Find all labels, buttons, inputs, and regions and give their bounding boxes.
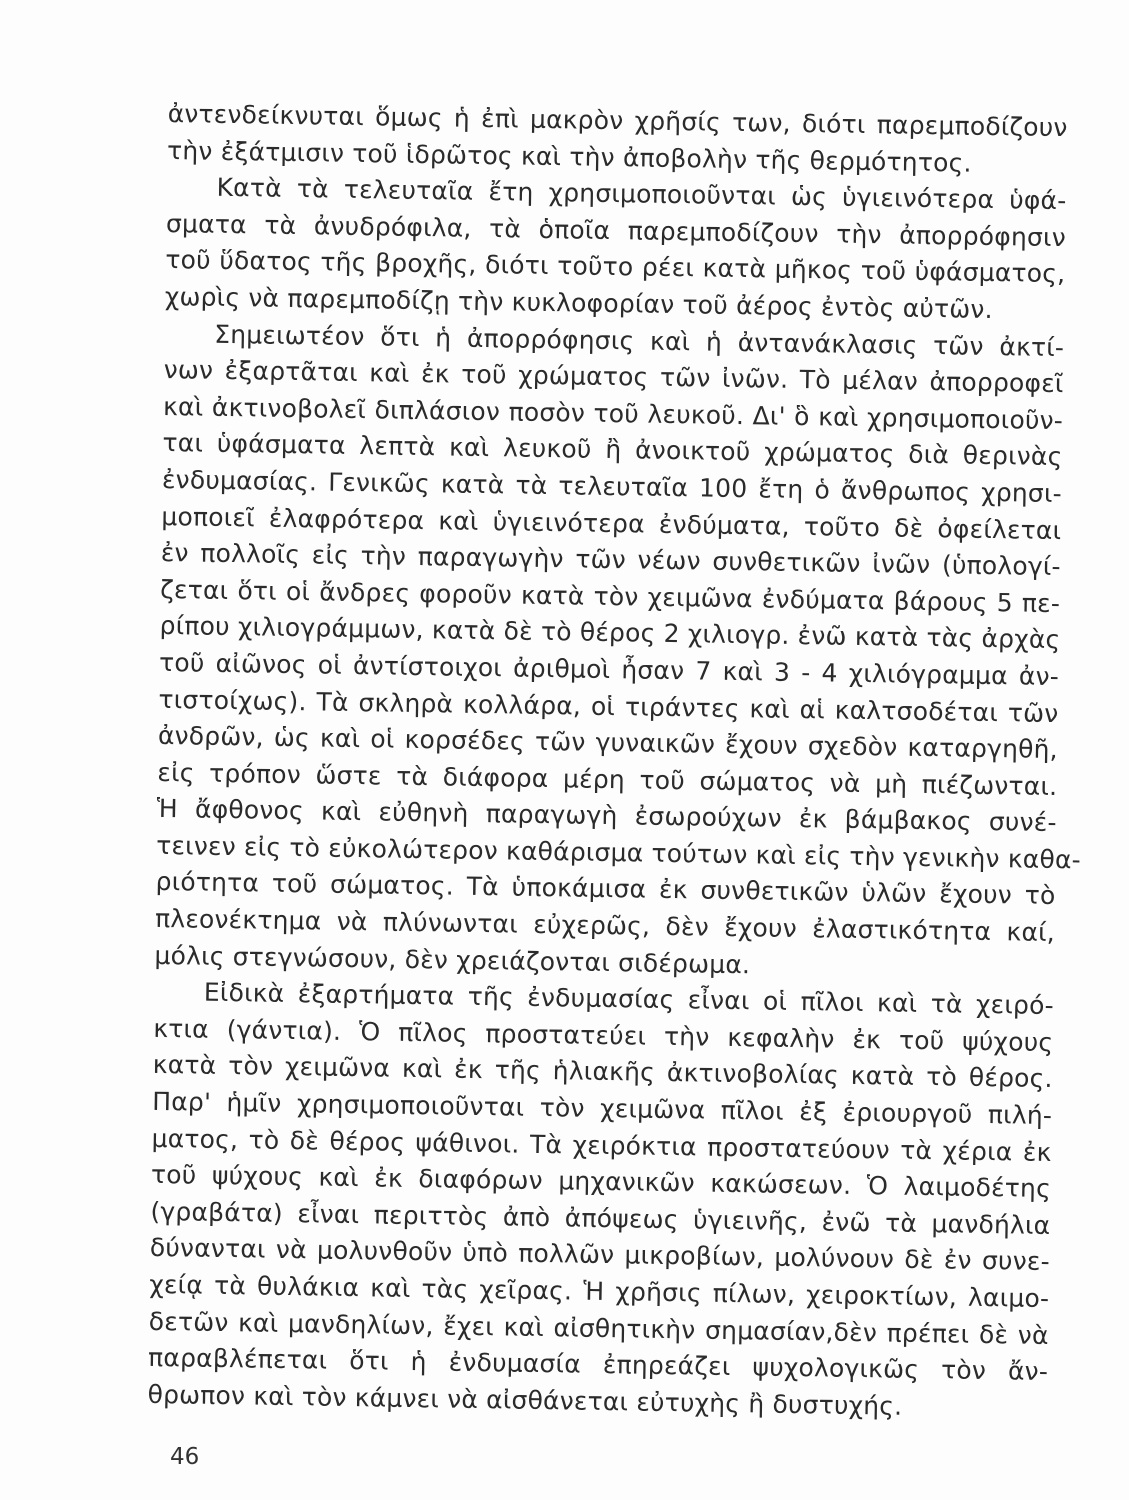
text-line: δετῶν καὶ μανδηλίων, ἔχει καὶ αἰσθητικὴν σημασίαν,δὲν πρέπει δὲ νὰ: [148, 1306, 1049, 1350]
text-line: κατὰ τὸν χειμῶνα καὶ ἐκ τῆς ἡλιακῆς ἀκτινοβολίας κατὰ τὸ θέρος.: [152, 1050, 1053, 1094]
text-line: παραβλέπεται ὅτι ἡ ἐνδυμασία ἐπηρεάζει ψυχολογικῶς τὸν ἄν-: [147, 1343, 1049, 1387]
text-line: ἐνδυμασίας. Γενικῶς κατὰ τὰ τελευταῖα 100 ἔτη ὁ ἄνθρωπος χρησι-: [161, 464, 1063, 509]
text-line: ἀνδρῶν, ὡς καὶ οἱ κορσέδες τῶν γυναικῶν ἔχουν σχεδὸν καταργηθῆ,: [157, 721, 1059, 765]
text-line: σματα τὰ ἀνυδρόφιλα, τὰ ὁποῖα παρεμποδίζουν τὴν ἀπορρόφησιν: [165, 208, 1067, 252]
text-line: Κατὰ τὰ τελευταῖα ἔτη χρησιμοποιοῦνται ὡς ὑγιεινότερα ὑφά-: [216, 172, 1067, 216]
text-line: δύνανται νὰ μολυνθοῦν ὑπὸ πολλῶν μικροβίων, μολύνουν δὲ ἐν συνε-: [149, 1233, 1051, 1277]
text-line: κτια (γάντια). Ὁ πῖλος προστατεύει τὴν κεφαλὴν ἐκ τοῦ ψύχους: [153, 1013, 1054, 1057]
text-line: καὶ ἀκτινοβολεῖ διπλάσιον ποσὸν τοῦ λευκοῦ. Δι' ὃ καὶ χρησιμοποιοῦν-: [162, 391, 1064, 435]
text-line: Ἡ ἄφθονος καὶ εὐθηνὴ παραγωγὴ ἐσωρούχων ἐκ βάμβακος συνέ-: [156, 794, 1057, 838]
text-line: ἀντενδείκνυται ὅμως ἡ ἐπὶ μακρὸν χρῆσίς των, διότι παρεμποδίζουν: [167, 98, 1068, 143]
text-line: τεινεν εἰς τὸ εὐκολώτερον καθάρισμα τούτων καὶ εἰς τὴν γενικὴν καθα-: [156, 830, 1082, 875]
text-line: τοῦ ψύχους καὶ ἐκ διαφόρων μηχανικῶν κακώσεων. Ὁ λαιμοδέτης: [150, 1160, 1052, 1204]
text-line: ματος, τὸ δὲ θέρος ψάθινοι. Τὰ χειρόκτια προστατεύουν τὰ χέρια ἐκ: [151, 1123, 1052, 1167]
text-line: χείᾳ τὰ θυλάκια καὶ τὰς χεῖρας. Ἡ χρῆσις πίλων, χειροκτίων, λαιμο-: [149, 1269, 1050, 1313]
text-line: νων ἐξαρτᾶται καὶ ἐκ τοῦ χρώματος τῶν ἰνῶν. Τὸ μέλαν ἀπορροφεῖ: [163, 355, 1064, 399]
text-line: ζεται ὅτι οἱ ἄνδρες φοροῦν κατὰ τὸν χειμῶνα ἐνδύματα βάρους 5 πε-: [160, 574, 1061, 618]
text-line: εἰς τρόπον ὥστε τὰ διάφορα μέρη τοῦ σώματος νὰ μὴ πιέζωνται.: [157, 757, 1058, 801]
text-line: τοῦ ὕδατος τῆς βροχῆς, διότι τοῦτο ρέει κατὰ μῆκος τοῦ ὑφάσματος,: [165, 245, 1066, 289]
text-line: ἐν πολλοῖς εἰς τὴν παραγωγὴν τῶν νέων συνθετικῶν ἰνῶν (ὑπολογί-: [160, 538, 1061, 582]
text-line: ται ὑφάσματα λεπτὰ καὶ λευκοῦ ἢ ἀνοικτοῦ χρώματος διὰ θερινὰς: [162, 428, 1063, 472]
text-line: Παρ' ἡμῖν χρησιμοποιοῦνται τὸν χειμῶνα πῖλοι ἐξ ἐριουργοῦ πιλή-: [151, 1086, 1053, 1131]
text-line: τιστοίχως). Τὰ σκληρὰ κολλάρα, οἱ τιράντες καὶ αἱ καλτσοδέται τῶν: [158, 684, 1059, 728]
body-text: [147, 96, 1082, 1427]
text-line: Εἰδικὰ ἐξαρτήματα τῆς ἐνδυμασίας εἶναι οἱ πῖλοι καὶ τὰ χειρό-: [203, 977, 1055, 1021]
text-line: μόλις στεγνώσουν, δὲν χρειάζονται σιδέρωμα.: [154, 940, 751, 979]
text-line: ριότητα τοῦ σώματος. Τὰ ὑποκάμισα ἐκ συνθετικῶν ὑλῶν ἔχουν τὸ: [155, 867, 1056, 911]
page-number: 46: [170, 1444, 200, 1470]
text-line: θρωπον καὶ τὸν κάμνει νὰ αἰσθάνεται εὐτυχὴς ἢ δυστυχής.: [147, 1379, 903, 1421]
text-line: Σημειωτέον ὅτι ἡ ἀπορρόφησις καὶ ἡ ἀντανάκλασις τῶν ἀκτί-: [214, 319, 1065, 362]
text-line: τοῦ αἰῶνος οἱ ἀντίστοιχοι ἀριθμοὶ ἦσαν 7 καὶ 3 - 4 χιλιόγραμμα ἀν-: [158, 647, 1060, 691]
text-line: (γραβάτα) εἶναι περιττὸς ἀπὸ ἀπόψεως ὑγιεινῆς, ἐνῶ τὰ μανδήλια: [150, 1196, 1051, 1240]
text-line: πλεονέκτημα νὰ πλύνωνται εὐχερῶς, δὲν ἔχουν ἐλαστικότητα καί,: [154, 903, 1056, 948]
text-line: χωρὶς νὰ παρεμποδίζῃ τὴν κυκλοφορίαν τοῦ ἀέρος ἐντὸς αὐτῶν.: [164, 281, 993, 324]
text-line: τὴν ἐξάτμισιν τοῦ ἱδρῶτος καὶ τὴν ἀποβολὴν τῆς θερμότητος.: [166, 135, 972, 178]
text-line: ρίπου χιλιογράμμων, κατὰ δὲ τὸ θέρος 2 χιλιογρ. ἐνῶ κατὰ τὰς ἀρχὰς: [159, 611, 1061, 655]
text-line: μοποιεῖ ἐλαφρότερα καὶ ὑγιεινότερα ἐνδύματα, τοῦτο δὲ ὀφείλεται: [161, 501, 1062, 545]
